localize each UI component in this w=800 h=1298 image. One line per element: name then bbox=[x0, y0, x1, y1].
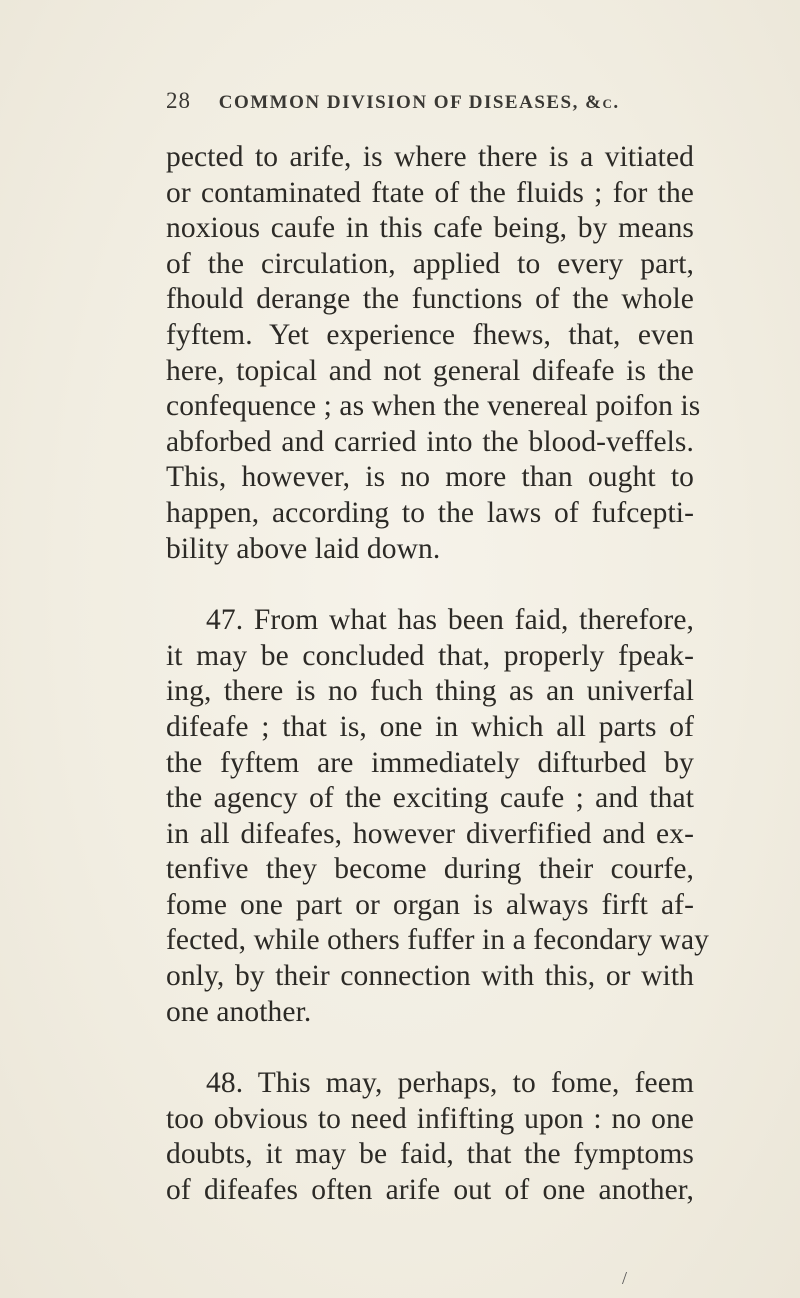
running-header bbox=[166, 88, 686, 114]
page-number: 28 bbox=[166, 88, 191, 113]
text-line: in all difeafes, however diverfified and ex- bbox=[166, 817, 694, 850]
text-line: of the circulation, applied to every part, bbox=[166, 247, 694, 280]
text-line: doubts, it may be faid, that the fymptoms bbox=[166, 1138, 694, 1171]
paragraph-47 bbox=[166, 603, 710, 1030]
paragraph-46-continued bbox=[166, 140, 701, 567]
text-line: the fyftem are immediately difturbed by bbox=[166, 746, 694, 779]
text-line: noxious caufe in this cafe being, by means bbox=[166, 212, 694, 245]
text-line: difeafe ; that is, one in which all parts of bbox=[166, 710, 694, 743]
text-line: too obvious to need infifting upon : no one bbox=[166, 1102, 694, 1135]
text-line: bility above laid down. bbox=[166, 532, 441, 565]
text-line: pected to arife, is where there is a vitiated bbox=[166, 141, 694, 173]
text-line: fyftem. Yet experience fhews, that, even bbox=[166, 318, 694, 351]
text-line: tenfive they become during their courfe, bbox=[166, 853, 694, 886]
text-line: of difeafes often arife out of one another, bbox=[166, 1174, 694, 1207]
paragraph-gap bbox=[166, 567, 694, 603]
running-title: COMMON DIVISION OF DISEASES, &c. bbox=[218, 92, 620, 113]
body-text bbox=[166, 140, 710, 1209]
text-line: abforbed and carried into the blood-veffels. bbox=[166, 425, 694, 458]
text-line: 48. This may, perhaps, to fome, feem bbox=[206, 1067, 694, 1100]
text-line: confequence ; as when the venereal poifon is bbox=[166, 390, 701, 423]
text-line: it may be concluded that, properly fpeak- bbox=[166, 639, 694, 672]
text-line: ing, there is no fuch thing as an univerfal bbox=[166, 675, 694, 708]
text-line: the agency of the exciting caufe ; and that bbox=[166, 782, 694, 815]
text-line: fected, while others fuffer in a fecondary way bbox=[166, 924, 710, 957]
paragraph-gap bbox=[166, 1030, 694, 1066]
text-line: happen, according to the laws of fufcepti- bbox=[166, 496, 694, 529]
text-line: here, topical and not general difeafe is the bbox=[166, 354, 694, 387]
text-line: fhould derange the functions of the whole bbox=[166, 283, 694, 316]
text-line: only, by their connection with this, or with bbox=[166, 960, 694, 993]
printers-mark: / bbox=[622, 1268, 628, 1288]
text-line: 47. From what has been faid, therefore, bbox=[206, 604, 694, 637]
paragraph-48 bbox=[166, 1066, 694, 1208]
text-line: fome one part or organ is always firft af- bbox=[166, 888, 694, 921]
text-line: This, however, is no more than ought to bbox=[166, 461, 694, 494]
text-line: one another. bbox=[166, 995, 312, 1028]
text-line: or contaminated ftate of the fluids ; for the bbox=[166, 176, 694, 209]
